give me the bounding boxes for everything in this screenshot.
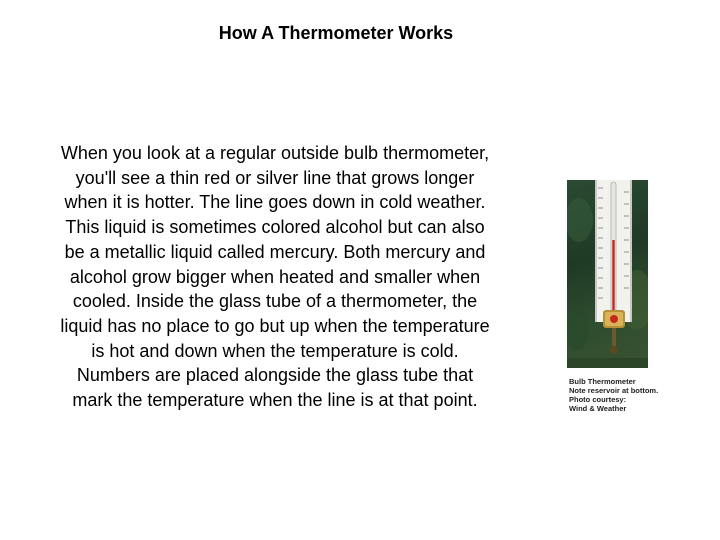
body-line: liquid has no place to go but up when the temperature (60, 315, 490, 336)
body-line: you'll see a thin red or silver line that grows longer (75, 167, 475, 188)
body-paragraph (30, 141, 520, 413)
body-line: be a metallic liquid called mercury. Both mercury and (64, 241, 486, 262)
body-line: This liquid is sometimes colored alcohol but can also (65, 217, 485, 238)
body-line: mark the temperature when the line is at that point. (72, 390, 478, 411)
thermometer-photo (567, 180, 648, 368)
photo-caption (569, 377, 669, 413)
body-line: when it is hotter. The line goes down in cold weather. (64, 192, 486, 213)
caption-line: Wind & Weather (569, 404, 627, 413)
caption-line: Bulb Thermometer (569, 377, 636, 386)
body-line: Numbers are placed alongside the glass tube that (76, 365, 474, 386)
page-title: How A Thermometer Works (218, 23, 454, 43)
body-line: is hot and down when the temperature is cold. (91, 340, 459, 361)
body-line: alcohol grow bigger when heated and smaller when (69, 266, 481, 287)
caption-line: Note reservoir at bottom. (569, 386, 659, 395)
body-line: When you look at a regular outside bulb thermometer, (60, 143, 490, 163)
thermometer-icon (567, 180, 648, 368)
caption-line: Photo courtesy: (569, 395, 627, 404)
body-line: cooled. Inside the glass tube of a thermometer, the (72, 291, 478, 312)
